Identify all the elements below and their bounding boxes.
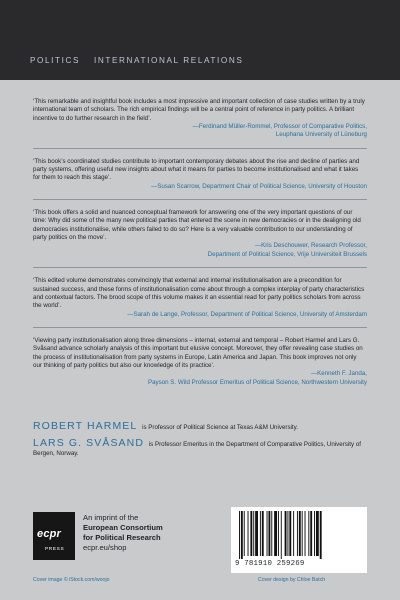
logo-wordmark: ecpr bbox=[37, 528, 62, 540]
quote-attribution: —Kris Deschouwer, Research Professor, bbox=[254, 242, 367, 250]
publisher-url: ecpr.eu/shop bbox=[83, 543, 127, 552]
barcode-bar bbox=[248, 511, 249, 556]
author-bio bbox=[33, 422, 367, 432]
quote-attribution: Payson S. Wild Professor Emeritus of Political Science, Northwestern University bbox=[147, 378, 367, 386]
category-international-relations: INTERNATIONAL RELATIONS bbox=[93, 56, 244, 65]
barcode-bar bbox=[274, 511, 277, 556]
barcode-bar bbox=[260, 511, 261, 556]
barcode-bar bbox=[293, 511, 294, 556]
barcode-bar bbox=[299, 511, 301, 556]
barcode-bar bbox=[253, 511, 254, 556]
author-bio-text: is Professor of Political Science at Texas A&M University. bbox=[142, 424, 298, 431]
quote-attribution: —Ferdinand Müller-Rommel, Professor of Comparative Politics, bbox=[192, 123, 367, 131]
barcode-bar bbox=[285, 511, 287, 556]
divider bbox=[33, 327, 367, 328]
barcode-bar bbox=[287, 511, 288, 556]
author-bios bbox=[33, 422, 367, 465]
barcode-bar bbox=[268, 511, 270, 556]
barcode-bar bbox=[316, 511, 319, 556]
author-bio-text: is Professor Emeritus in the Department of Comparative Politics, University of Bergen, Norway. bbox=[33, 441, 361, 457]
divider bbox=[33, 267, 367, 268]
ecpr-press-logo bbox=[33, 512, 75, 560]
author-name: LARS G. SVÅSAND bbox=[33, 437, 145, 450]
author-name: ROBERT HARMEL bbox=[33, 420, 138, 432]
barcode-bar bbox=[281, 511, 282, 559]
barcode-bar bbox=[271, 511, 272, 556]
barcode-bar bbox=[262, 511, 264, 556]
divider bbox=[33, 148, 367, 149]
quote-attribution: —Susan Scarrow, Department Chair of Political Science, University of Houston bbox=[151, 182, 367, 190]
subject-categories bbox=[30, 56, 243, 65]
imprint-line: An imprint of the bbox=[83, 513, 139, 522]
quote-text: ‘This book’s coordinated studies contribute to important contemporary debates about the rise and decline of parties and party systems, offering useful new insights about what it means for parties to become institutionalised and what it takes for them to reach this stage’. bbox=[33, 157, 360, 182]
barcode-bar bbox=[255, 511, 258, 556]
quote-text: ‘Viewing party institutionalisation along three dimensions – internal, external and temporal – Robert Harmel and Lars G. Svåsand advance scholarly analysis of this important but elusive concept. Moreover, they offer revealing case studies on the process of institutionalisation from party systems in Europe, Latin America and Japan. This book improves not only our thinking of party politics but also our knowledge of its practice’. bbox=[33, 336, 363, 369]
review-quote bbox=[33, 337, 367, 387]
barcode-bar bbox=[244, 511, 245, 556]
cover-image-credit: Cover image © iStock.com/woojo bbox=[33, 577, 110, 583]
divider bbox=[33, 199, 367, 200]
quote-text: ‘This edited volume demonstrates convincingly that external and internal institutionalisation are a precondition for sustained success, and these forms of institutionalisation come about through a complex interplay of party characteristics and contextual factors. The brood scope of this volume makes it an essential read for party politics scholars from across the world’. bbox=[33, 277, 365, 310]
barcode-bar bbox=[297, 511, 298, 556]
isbn-digits: 9 781910 259269 bbox=[235, 560, 305, 568]
barcode-bar bbox=[239, 511, 240, 559]
barcode-bar bbox=[314, 511, 315, 556]
review-quote bbox=[33, 158, 367, 191]
quote-attribution: —Kenneth F. Janda, bbox=[310, 370, 367, 378]
publisher-name-line: for Political Research bbox=[83, 533, 161, 542]
review-quotes bbox=[33, 98, 367, 387]
author-bio bbox=[33, 439, 367, 458]
quote-text: ‘This remarkable and insightful book includes a most impressive and important collection of case studies written by a truly international team of scholars. The rich empirical findings will be a central point of reference in party politics. A brilliant incentive to do further research in the field’. bbox=[33, 98, 365, 122]
barcode-bar bbox=[320, 511, 322, 559]
review-quote bbox=[33, 98, 367, 140]
barcode-bar bbox=[250, 511, 252, 556]
logo-press-label: PRESS bbox=[45, 547, 65, 552]
barcode-bars bbox=[239, 511, 359, 559]
barcode-bar bbox=[267, 511, 268, 556]
barcode-bar bbox=[278, 511, 279, 556]
quote-attribution: —Sarah de Lange, Professor, Department of Political Science, University of Amsterdam bbox=[127, 310, 367, 318]
review-quote bbox=[33, 209, 367, 259]
imprint-text bbox=[83, 513, 223, 553]
barcode-bar bbox=[305, 511, 306, 556]
publisher-name-line: European Consortium bbox=[83, 523, 163, 532]
review-quote bbox=[33, 277, 367, 319]
publisher-imprint bbox=[33, 512, 233, 572]
barcode-bar bbox=[302, 511, 303, 556]
isbn-barcode bbox=[231, 507, 367, 573]
quote-text: ‘This book offers a solid and nuanced conceptual framework for answering one of the very important questions of our time: Why did some of the many new political parties that entered the scene in new democracies or in the dealigning old democracies institutionalise, while others failed to do so? Here is a very valuable contribution to our understanding of party politics on the move’. bbox=[33, 209, 361, 242]
top-color-band bbox=[0, 0, 400, 80]
barcode-bar bbox=[241, 511, 243, 559]
barcode-bar bbox=[289, 511, 291, 556]
category-politics: POLITICS bbox=[30, 56, 81, 65]
quote-attribution: Leuphana University of Lüneburg bbox=[275, 131, 367, 139]
quote-attribution: Department of Political Science, Vrije Universiteit Brussels bbox=[207, 250, 367, 258]
barcode-bar bbox=[310, 511, 312, 556]
barcode-bar bbox=[308, 511, 309, 556]
cover-design-credit: Cover design by Chloe Batch bbox=[258, 577, 326, 583]
